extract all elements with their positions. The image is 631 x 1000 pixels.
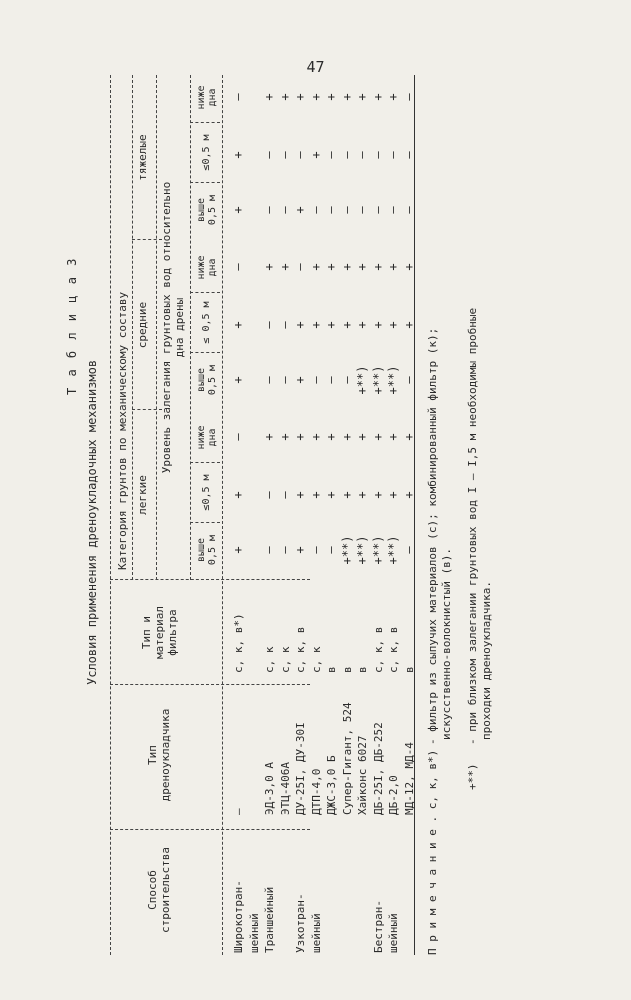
row-mark: + xyxy=(308,491,323,499)
note-lead: П р и м е ч а н и е . с, к, в*) xyxy=(426,749,439,955)
row-type: МД-12, МД-4 xyxy=(402,742,416,815)
col-divider xyxy=(110,684,310,685)
row-type: Супер-Гигант, 524 xyxy=(340,702,354,815)
row-mark: – xyxy=(324,376,338,384)
row-mark: + xyxy=(231,376,245,384)
row-method: шейный xyxy=(309,913,323,953)
header-bottom-line xyxy=(222,75,223,955)
header-light: легкие xyxy=(136,475,149,515)
row-mark: – xyxy=(231,93,245,101)
row-mark: + xyxy=(386,491,400,499)
row-mark: + xyxy=(277,263,292,271)
row-filter: с, к, в xyxy=(371,626,385,673)
row-mark: + xyxy=(262,433,276,441)
row-mark: + xyxy=(355,93,369,101)
row-mark: + xyxy=(401,433,416,441)
row-mark: + xyxy=(370,93,385,101)
header-below-medium: ниже дна xyxy=(196,255,218,280)
col-divider xyxy=(190,522,220,523)
header-below-light: ниже дна xyxy=(196,425,218,450)
row-mark: + xyxy=(293,376,307,384)
row-mark: – xyxy=(277,376,292,384)
row-mark: – xyxy=(277,151,292,159)
row-filter: в xyxy=(402,666,416,673)
row-mark: – xyxy=(386,206,400,214)
row-mark: + xyxy=(324,433,338,441)
header-type: Тип дреноукладчика xyxy=(146,708,172,802)
row-mark: – xyxy=(401,376,416,384)
row-mark: + xyxy=(339,321,354,329)
row-type: ДБ-25I, ДБ-252 xyxy=(371,722,385,815)
row-mark: +**) xyxy=(355,365,369,395)
row-mark: – xyxy=(401,206,416,214)
row-mark: + xyxy=(370,321,385,329)
col-divider xyxy=(110,829,310,830)
table-title: Т а б л и ц а 3 xyxy=(65,256,79,395)
note-lead-2: +**) xyxy=(466,763,479,790)
row-mark: – xyxy=(277,491,292,499)
row-mark: + xyxy=(386,321,400,329)
row-mark: + xyxy=(293,491,307,499)
row-mark: – xyxy=(277,546,292,554)
row-mark: – xyxy=(324,546,338,554)
note-line-2: искусственно-волокнистый (в). xyxy=(440,547,453,740)
row-mark: + xyxy=(339,93,354,101)
row-mark: – xyxy=(262,151,276,159)
row-mark: + xyxy=(231,151,245,159)
row-mark: – xyxy=(308,206,323,214)
row-filter: с, к xyxy=(309,646,323,673)
row-mark: + xyxy=(386,93,400,101)
rotated-table-page xyxy=(60,55,620,955)
row-mark: – xyxy=(262,321,276,329)
row-mark: + xyxy=(324,321,338,329)
header-heavy: тяжелые xyxy=(136,134,149,181)
header-groundwater: Уровень залегания грунтовых вод относительно дна дрены xyxy=(160,181,186,474)
row-type: ДТП-4,0 xyxy=(309,768,323,815)
page-number: 47 xyxy=(306,58,325,76)
row-mark: + xyxy=(355,263,369,271)
row-mark: + xyxy=(401,263,416,271)
row-mark: + xyxy=(231,321,245,329)
header-le05-heavy: ≤0,5 м xyxy=(201,134,212,171)
table-subtitle: Условия применения дреноукладочных механизмов xyxy=(85,359,99,685)
col-divider xyxy=(190,352,220,353)
header-top-line xyxy=(110,75,111,955)
table-bottom-line xyxy=(414,75,415,955)
row-type: ДБ-2,0 xyxy=(387,775,400,815)
row-type: Хайконс 6027 xyxy=(356,735,369,815)
row-filter: с, к xyxy=(263,646,276,673)
row-mark: + xyxy=(308,151,323,159)
row-mark: + xyxy=(370,491,385,499)
row-mark: +**) xyxy=(370,365,385,395)
col-divider xyxy=(190,292,220,293)
row-filter: с, к, в xyxy=(294,626,307,673)
header-above-medium: выше 0,5 м xyxy=(196,364,218,396)
row-mark: – xyxy=(339,206,354,214)
row-mark: – xyxy=(293,151,307,159)
row-mark: – xyxy=(308,546,323,554)
row-mark: + xyxy=(355,433,369,441)
header-soil-category: Категория грунтов по механическому составу xyxy=(116,291,129,570)
header-filter: Тип и материал фильтра xyxy=(140,606,179,659)
row-mark: +**) xyxy=(355,535,369,565)
row-mark: – xyxy=(355,206,369,214)
row-mark: – xyxy=(277,206,292,214)
row-mark: + xyxy=(324,263,338,271)
row-mark: – xyxy=(401,151,416,159)
row-mark: + xyxy=(262,263,276,271)
row-filter: в xyxy=(325,666,338,673)
row-mark: – xyxy=(339,376,354,384)
row-mark: +**) xyxy=(386,365,400,395)
row-mark: – xyxy=(262,206,276,214)
row-mark: + xyxy=(401,321,416,329)
row-mark: – xyxy=(370,151,385,159)
header-le05-light: ≤0,5 м xyxy=(201,474,212,511)
row-mark: + xyxy=(370,263,385,271)
row-mark: + xyxy=(231,546,245,554)
row-mark: +**) xyxy=(386,535,400,565)
row-mark: – xyxy=(386,151,400,159)
header-le05-medium: ≤ 0,5 м xyxy=(201,301,212,344)
row-mark: + xyxy=(308,321,323,329)
row-filter: с, к xyxy=(278,646,292,673)
row-mark: + xyxy=(324,491,338,499)
row-mark: – xyxy=(401,93,416,101)
row-method: Широкотран- xyxy=(232,880,245,953)
header-above-heavy: выше 0,5 м xyxy=(196,194,218,226)
note-line-3: - при близком залегании грунтовых вод I – I,5 м необходимы пробные xyxy=(466,307,479,745)
row-type: ЭТЦ-406А xyxy=(278,762,292,815)
row-filter: в xyxy=(356,666,369,673)
row-mark: – xyxy=(277,321,292,329)
note-line-1: - фильтр из сыпучих материалов (с); комбинированный фильтр (к); xyxy=(426,327,439,745)
row-mark: – xyxy=(355,151,369,159)
row-mark: + xyxy=(262,93,276,101)
row-type: ДЖС-3,0 Б xyxy=(325,755,338,815)
row-mark: + xyxy=(355,491,369,499)
row-mark: – xyxy=(339,151,354,159)
row-mark: – xyxy=(231,263,245,271)
row-mark: – xyxy=(231,433,245,441)
row-mark: +**) xyxy=(339,535,354,565)
row-mark: – xyxy=(324,151,338,159)
row-mark: + xyxy=(293,433,307,441)
row-method: шейный xyxy=(387,913,400,953)
header-line xyxy=(156,75,157,580)
header-method: Способ строительства xyxy=(146,846,172,934)
row-mark: + xyxy=(339,433,354,441)
row-mark: + xyxy=(355,321,369,329)
col-divider xyxy=(190,462,220,463)
row-method: Узкотран- xyxy=(294,893,307,953)
row-mark: + xyxy=(386,263,400,271)
row-mark: + xyxy=(293,206,307,214)
note-line-4: проходки дреноукладчика. xyxy=(480,581,493,740)
header-medium: средние xyxy=(136,301,149,349)
header-line xyxy=(132,75,133,580)
row-mark: + xyxy=(277,433,292,441)
row-mark: + xyxy=(339,491,354,499)
col-divider xyxy=(190,122,220,123)
row-type: ДУ-25I, ДУ-30I xyxy=(294,722,307,815)
row-mark: + xyxy=(308,433,323,441)
row-filter: с, к, в*) xyxy=(232,613,245,673)
row-mark: + xyxy=(231,491,245,499)
row-mark: + xyxy=(293,546,307,554)
header-line xyxy=(190,75,191,580)
row-mark: + xyxy=(231,206,245,214)
row-mark: + xyxy=(324,93,338,101)
row-mark: – xyxy=(370,206,385,214)
row-mark: + xyxy=(339,263,354,271)
row-mark: – xyxy=(262,546,276,554)
header-above-light: выше 0,5 м xyxy=(196,534,218,566)
row-mark: +**) xyxy=(370,535,385,565)
row-mark: + xyxy=(370,433,385,441)
row-mark: – xyxy=(262,376,276,384)
row-mark: + xyxy=(293,321,307,329)
row-method: Бестран- xyxy=(371,900,385,953)
row-mark: + xyxy=(308,93,323,101)
col-divider xyxy=(190,182,220,183)
row-mark: – xyxy=(262,491,276,499)
row-mark: – xyxy=(293,263,307,271)
row-mark: + xyxy=(277,93,292,101)
header-below-heavy: ниже дна xyxy=(196,85,218,110)
row-mark: + xyxy=(401,491,416,499)
row-type: ЭД-3,0 А xyxy=(263,762,276,815)
row-filter: в xyxy=(340,666,354,673)
row-mark: – xyxy=(308,376,323,384)
row-mark: + xyxy=(308,263,323,271)
row-mark: + xyxy=(386,433,400,441)
row-mark: + xyxy=(293,93,307,101)
row-method: шейный xyxy=(247,913,261,953)
row-method: Траншейный xyxy=(263,886,276,953)
row-type: – xyxy=(232,808,245,815)
row-filter: с, к, в xyxy=(387,626,400,673)
row-mark: – xyxy=(324,206,338,214)
row-mark: – xyxy=(401,546,416,554)
